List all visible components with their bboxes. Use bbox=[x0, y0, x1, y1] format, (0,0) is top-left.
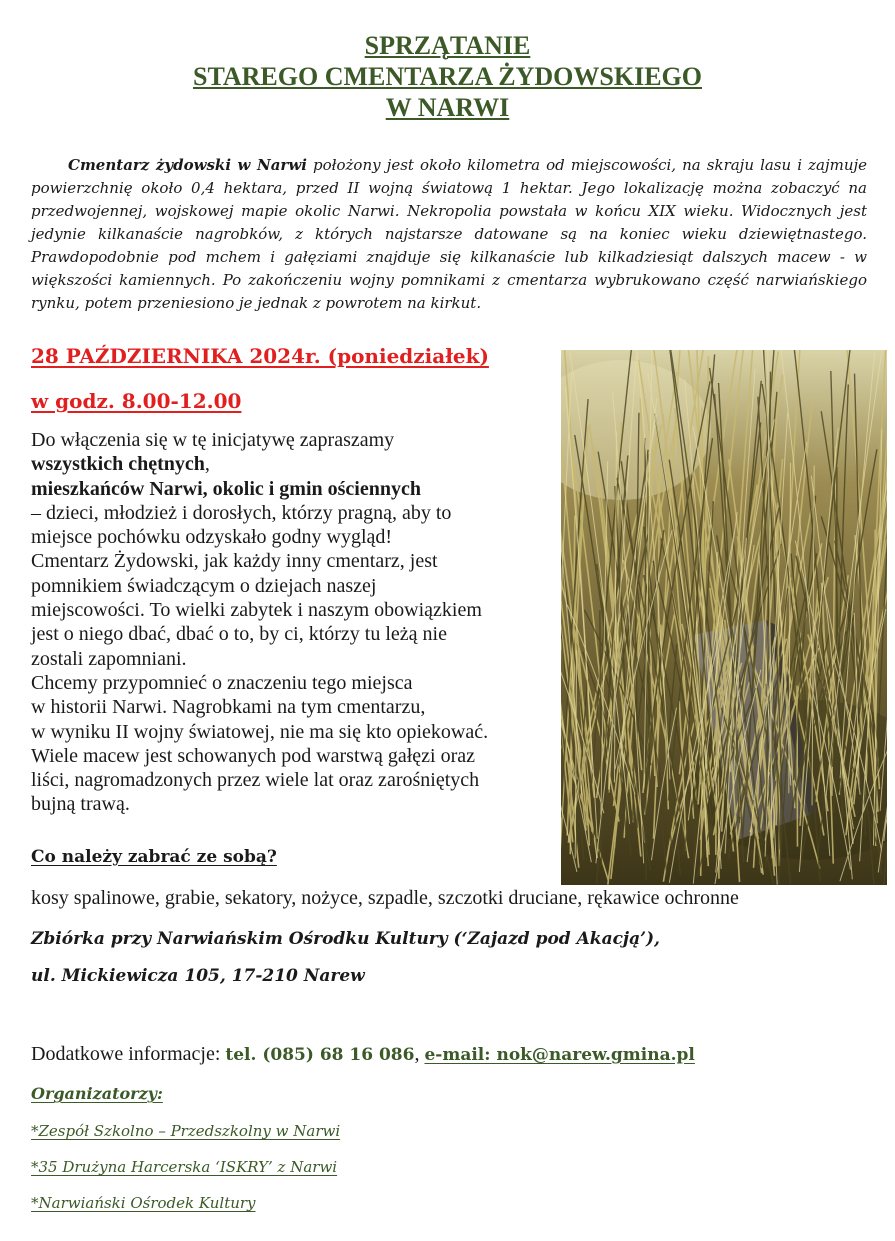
invitation-text bbox=[31, 428, 561, 817]
body-line: – dzieci, młodzież i dorosłych, którzy pragną, aby to bbox=[31, 501, 452, 524]
body-line: miejscowości. To wielki zabytek i naszym obowiązkiem bbox=[31, 599, 482, 622]
meeting-address: ul. Mickiewicza 105, 17-210 Narew bbox=[31, 966, 365, 986]
cemetery-photo bbox=[561, 350, 887, 885]
body-comma: , bbox=[204, 453, 210, 476]
organizer-item: *35 Drużyna Harcerska ‘ISKRY’ z Narwi bbox=[31, 1158, 338, 1176]
poster-title bbox=[0, 30, 895, 123]
organizer-item: *Zespół Szkolno – Przedszkolny w Narwi bbox=[31, 1122, 341, 1140]
body-line: Do włączenia się w tę inicjatywę zapraszamy bbox=[31, 429, 395, 451]
body-line: Cmentarz Żydowski, jak każdy inny cmentarz, jest bbox=[31, 550, 438, 573]
body-line: w historii Narwi. Nagrobkami na tym cmentarzu, bbox=[31, 696, 426, 719]
intro-bold-lead: Cmentarz żydowski w Narwi bbox=[68, 156, 307, 174]
body-line: miejsce pochówku odzyskało godny wygląd! bbox=[31, 526, 393, 549]
body-bold-residents: mieszkańców Narwi, okolic i gmin ościennych bbox=[31, 477, 421, 500]
title-line-3: W NARWI bbox=[385, 93, 510, 122]
event-date: 28 PAŹDZIERNIKA 2024r. (poniedziałek) bbox=[31, 344, 489, 368]
bring-heading: Co należy zabrać ze sobą? bbox=[31, 847, 277, 867]
intro-paragraph bbox=[31, 154, 867, 315]
body-line bbox=[31, 452, 561, 476]
title-line-2: STAREGO CMENTARZA ŻYDOWSKIEGO bbox=[192, 62, 702, 91]
organizers-heading: Organizatorzy: bbox=[31, 1084, 163, 1103]
grass-gravestone-illustration bbox=[561, 350, 887, 885]
body-line: Chcemy przypomnieć o znaczeniu tego miejsca bbox=[31, 671, 413, 694]
contact-separator: , bbox=[414, 1043, 425, 1065]
body-line: liści, nagromadzonych przez wiele lat oraz zarośniętych bbox=[31, 769, 480, 792]
body-line: bujną trawą. bbox=[31, 793, 130, 816]
intro-text: położony jest około kilometra od miejscowości, na skraju lasu i zajmuje powierzchnię około 0,4 hektara, przed II wojną światową 1 hektar. Jego lokalizację można zobaczyć na przedwojennej, wojskowej mapie okolic Narwi. Nekropolia powstała w końcu XIX wieku. Widocznych jest jedynie kilkanaście nagrobków, z których najstarsze datowane są na koniec wieku dziewiętnastego. Prawdopodobnie pod mchem i gałęziami znajduje się kilkanaście lub kilkadziesiąt dalszych macew - w większości kamiennych. Po zakończeniu wojny pomnikami z cmentarza wybrukowano część narwiańskiego rynku, potem przeniesiono je jednak z powrotem na kirkut. bbox=[31, 156, 868, 312]
body-line: pomnikiem świadczącym o dziejach naszej bbox=[31, 574, 377, 597]
body-line: zostali zapomniani. bbox=[31, 647, 187, 670]
body-line: Wiele macew jest schowanych pod warstwą gałęzi oraz bbox=[31, 744, 476, 767]
contact-label: Dodatkowe informacje: bbox=[31, 1043, 226, 1065]
bring-items: kosy spalinowe, grabie, sekatory, nożyce, szpadle, szczotki druciane, rękawice ochronne bbox=[31, 887, 739, 909]
contact-info bbox=[31, 1043, 695, 1066]
title-line-1: SPRZĄTANIE bbox=[364, 31, 531, 60]
contact-phone[interactable]: tel. (085) 68 16 086 bbox=[225, 1045, 415, 1065]
meeting-place: Zbiórka przy Narwiańskim Ośrodku Kultury (‘Zajazd pod Akacją’), bbox=[31, 929, 660, 949]
contact-email-link[interactable]: e-mail: nok@narew.gmina.pl bbox=[424, 1045, 695, 1065]
body-line: w wyniku II wojny światowej, nie ma się kto opiekować. bbox=[31, 720, 489, 743]
body-line: jest o niego dbać, dbać o to, by ci, którzy tu leżą nie bbox=[31, 623, 447, 646]
organizer-item: *Narwiański Ośrodek Kultury bbox=[31, 1194, 256, 1212]
body-line bbox=[31, 477, 561, 501]
event-hours: w godz. 8.00-12.00 bbox=[31, 389, 242, 413]
body-bold-everyone: wszystkich chętnych bbox=[31, 453, 205, 476]
